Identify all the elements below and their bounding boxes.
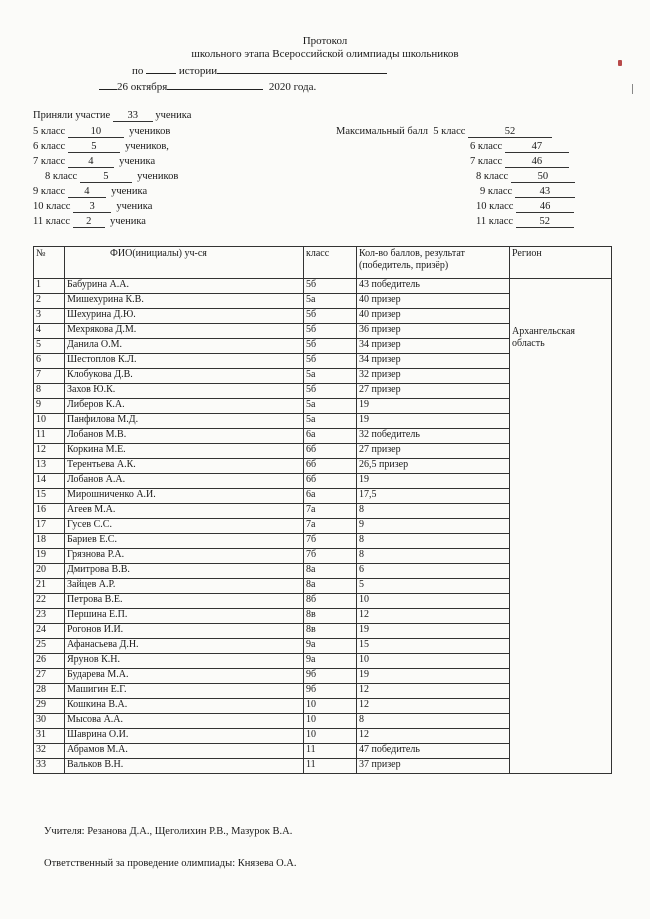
column-header-result: Кол-во баллов, результат (победитель, призёр) [357,247,510,279]
student-result: 19 [357,414,510,429]
row-number: 12 [34,444,65,459]
student-class: 5б [304,384,357,399]
max-score-value: 52 [468,126,552,138]
table-header-row [34,247,612,279]
row-number: 18 [34,534,65,549]
student-name: Шестоплов К.Л. [65,354,304,369]
student-class: 7б [304,549,357,564]
max-score-value: 47 [505,141,569,153]
student-name: Зайцев А.Р. [65,579,304,594]
max-score-class: 7 класс [470,156,503,167]
student-class: 5б [304,309,357,324]
student-name: Коркина М.Е. [65,444,304,459]
student-class: 5б [304,324,357,339]
participants-row [45,171,178,183]
row-number: 28 [34,684,65,699]
row-number: 9 [34,399,65,414]
student-result: 26,5 призер [357,459,510,474]
class-label: 5 класс [33,126,66,137]
student-result: 19 [357,669,510,684]
row-number: 19 [34,549,65,564]
class-count-word: учеников [129,126,171,137]
student-result: 34 призер [357,354,510,369]
row-number: 32 [34,744,65,759]
student-class: 11 [304,744,357,759]
student-result: 8 [357,714,510,729]
student-result: 37 призер [357,759,510,774]
title-subline: школьного этапа Всероссийской олимпиады школьников [191,48,459,60]
date-value: 26 октября [117,81,168,93]
title-line: Протокол [302,35,348,47]
date-line [99,78,316,94]
student-name: Клобукова Д.В. [65,369,304,384]
student-name: Афанасьева Д.Н. [65,639,304,654]
class-count: 3 [73,201,111,213]
student-name: Бабурина А.А. [65,279,304,294]
participants-row [33,141,169,153]
student-class: 8а [304,579,357,594]
participants-total-suffix: ученика [155,110,192,121]
subject-prefix: по [132,65,144,77]
results-table [33,246,612,774]
class-label: 10 класс [33,201,71,212]
subject-underline [217,62,387,74]
student-name: Данила О.М. [65,339,304,354]
student-result: 8 [357,504,510,519]
column-header-name: ФИО(инициалы) уч-ся [65,247,304,279]
student-class: 10 [304,714,357,729]
student-result: 32 призер [357,369,510,384]
date-underline [167,78,263,90]
student-class: 10 [304,729,357,744]
student-name: Гусев С.С. [65,519,304,534]
row-number: 27 [34,669,65,684]
column-header-number: № [34,247,65,279]
student-result: 12 [357,699,510,714]
max-score-value: 50 [511,171,575,183]
student-name: Панфилова М.Д. [65,414,304,429]
row-number: 13 [34,459,65,474]
student-class: 5а [304,294,357,309]
row-number: 16 [34,504,65,519]
row-number: 8 [34,384,65,399]
student-class: 5б [304,339,357,354]
student-result: 19 [357,399,510,414]
student-name: Либеров К.А. [65,399,304,414]
student-result: 47 победитель [357,744,510,759]
student-name: Грязнова Р.А. [65,549,304,564]
responsible-line: Ответственный за проведение олимпиады: Князева О.А. [44,858,297,869]
row-number: 5 [34,339,65,354]
subject-blank [146,62,176,74]
class-count-word: учеников [137,171,179,182]
student-result: 27 призер [357,384,510,399]
student-result: 8 [357,549,510,564]
student-result: 6 [357,564,510,579]
student-name: Рогонов И.И. [65,624,304,639]
student-name: Агеев М.А. [65,504,304,519]
student-class: 9б [304,684,357,699]
max-score-row [470,141,569,153]
student-result: 34 призер [357,339,510,354]
max-score-row [476,201,574,213]
student-name: Кошкина В.А. [65,699,304,714]
row-number: 4 [34,324,65,339]
participants-row [33,201,152,213]
date-lead-blank [99,78,117,90]
row-number: 30 [34,714,65,729]
student-class: 6б [304,444,357,459]
row-number: 23 [34,609,65,624]
row-number: 6 [34,354,65,369]
student-class: 5б [304,354,357,369]
student-result: 19 [357,624,510,639]
document-title [0,35,650,61]
row-number: 21 [34,579,65,594]
row-number: 3 [34,309,65,324]
class-count-word: ученика [119,156,156,167]
student-class: 5б [304,279,357,294]
participants-total [33,110,191,122]
student-name: Вальков В.Н. [65,759,304,774]
table-row [34,279,612,294]
student-name: Мехрякова Д.М. [65,324,304,339]
student-result: 10 [357,594,510,609]
class-count: 4 [68,156,114,168]
student-class: 6а [304,489,357,504]
row-number: 17 [34,519,65,534]
participants-row [33,216,146,228]
column-header-class: класс [304,247,357,279]
student-name: Бариев Е.С. [65,534,304,549]
row-number: 7 [34,369,65,384]
row-number: 14 [34,474,65,489]
row-number: 26 [34,654,65,669]
student-result: 15 [357,639,510,654]
participants-row [33,186,147,198]
max-score-class: 9 класс [480,186,513,197]
student-class: 5а [304,414,357,429]
student-result: 8 [357,534,510,549]
class-count-word: учеников, [125,141,169,152]
student-name: Терентьева А.К. [65,459,304,474]
student-name: Мысова А.А. [65,714,304,729]
class-count-word: ученика [116,201,153,212]
class-label: 9 класс [33,186,66,197]
max-score-class: 8 класс [476,171,509,182]
class-label: 11 класс [33,216,71,227]
max-score-class: 6 класс [470,141,503,152]
student-class: 5а [304,369,357,384]
student-class: 11 [304,759,357,774]
row-number: 22 [34,594,65,609]
student-result: 43 победитель [357,279,510,294]
student-name: Петрова В.Е. [65,594,304,609]
student-result: 12 [357,729,510,744]
max-score-row [336,126,552,138]
student-result: 17,5 [357,489,510,504]
class-count: 10 [68,126,124,138]
row-number: 33 [34,759,65,774]
student-class: 6а [304,429,357,444]
student-name: Захов Ю.К. [65,384,304,399]
class-label: 6 класс [33,141,66,152]
scan-mark [632,84,633,94]
student-name: Мирошниченко А.И. [65,489,304,504]
student-name: Лобанов М.В. [65,429,304,444]
class-label: 7 класс [33,156,66,167]
student-class: 9б [304,669,357,684]
student-name: Шаврина О.И. [65,729,304,744]
student-result: 40 призер [357,294,510,309]
student-result: 19 [357,474,510,489]
student-name: Ярунов К.Н. [65,654,304,669]
student-result: 12 [357,684,510,699]
class-count: 5 [80,171,132,183]
student-class: 9а [304,654,357,669]
class-count-word: ученика [109,216,146,227]
student-name: Шехурина Д.Ю. [65,309,304,324]
row-number: 2 [34,294,65,309]
student-class: 10 [304,699,357,714]
student-name: Мишехурина К.В. [65,294,304,309]
student-result: 32 победитель [357,429,510,444]
student-result: 40 призер [357,309,510,324]
row-number: 25 [34,639,65,654]
student-class: 8в [304,609,357,624]
row-number: 1 [34,279,65,294]
student-class: 8в [304,624,357,639]
student-class: 5а [304,399,357,414]
max-score-value: 52 [516,216,574,228]
region-cell: Архангельская область [510,279,612,774]
student-result: 12 [357,609,510,624]
student-result: 5 [357,579,510,594]
student-class: 6б [304,459,357,474]
year-value: 2020 года. [268,81,317,93]
row-number: 24 [34,624,65,639]
max-score-row [480,186,575,198]
student-name: Лобанов А.А. [65,474,304,489]
student-class: 8а [304,564,357,579]
max-score-class: 11 класс [476,216,514,227]
participants-total-value: 33 [113,110,153,122]
student-name: Бударева М.А. [65,669,304,684]
student-class: 7а [304,519,357,534]
max-score-class: 5 класс [433,126,466,137]
student-class: 6б [304,474,357,489]
row-number: 10 [34,414,65,429]
student-result: 10 [357,654,510,669]
max-score-class: 10 класс [476,201,514,212]
class-count-word: ученика [111,186,148,197]
student-name: Абрамов М.А. [65,744,304,759]
student-class: 7б [304,534,357,549]
student-name: Дмитрова В.В. [65,564,304,579]
teachers-line: Учителя: Резанова Д.А., Щеголихин Р.В., Мазурок В.А. [44,826,293,837]
class-count: 4 [68,186,106,198]
row-number: 20 [34,564,65,579]
results-table-body [34,279,612,774]
student-result: 36 призер [357,324,510,339]
max-score-label: Максимальный балл [336,126,428,137]
student-name: Машигин Е.Г. [65,684,304,699]
row-number: 31 [34,729,65,744]
max-score-row [470,156,569,168]
participants-total-label: Приняли участие [33,110,111,121]
row-number: 15 [34,489,65,504]
student-class: 7а [304,504,357,519]
subject-value: истории [178,65,218,77]
row-number: 29 [34,699,65,714]
student-class: 8б [304,594,357,609]
row-number: 11 [34,429,65,444]
max-score-row [476,171,575,183]
column-header-region: Регион [510,247,612,279]
class-count: 5 [68,141,120,153]
participants-row [33,126,170,138]
max-score-value: 43 [515,186,575,198]
max-score-row [476,216,574,228]
class-label: 8 класс [45,171,78,182]
max-score-value: 46 [505,156,569,168]
max-score-value: 46 [516,201,574,213]
participants-row [33,156,155,168]
student-result: 27 призер [357,444,510,459]
class-count: 2 [73,216,105,228]
student-name: Першина Е.П. [65,609,304,624]
subject-line [132,62,387,78]
student-result: 9 [357,519,510,534]
student-class: 9а [304,639,357,654]
